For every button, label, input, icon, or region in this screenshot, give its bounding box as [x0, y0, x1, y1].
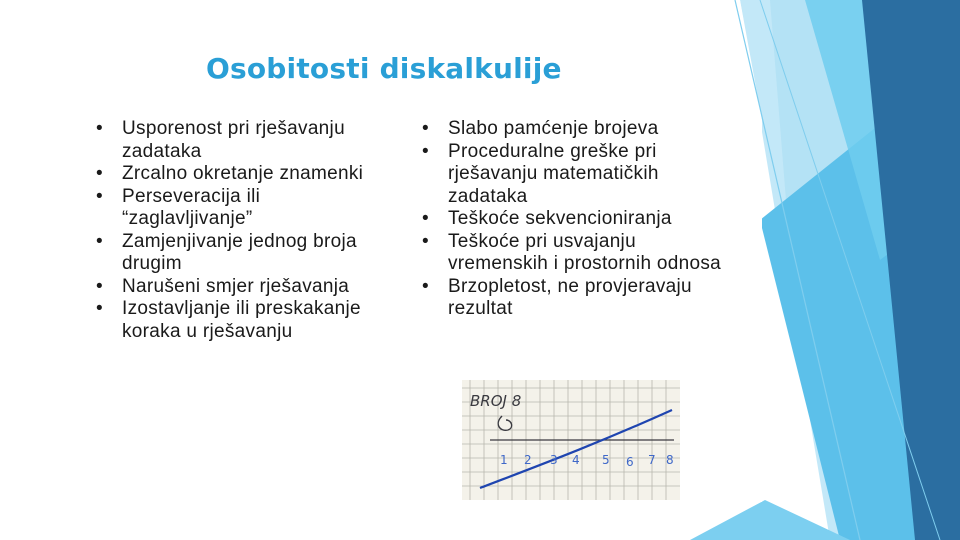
list-item: • Zrcalno okretanje znamenki [92, 163, 392, 186]
handwritten-label: BROJ 8 [470, 392, 522, 410]
number-label: 1 [500, 453, 508, 467]
right-bullet-list [418, 118, 728, 321]
slide-title: Osobitosti diskalkulije [206, 52, 562, 85]
list-item: • Zamjenjivanje jednog broja drugim [92, 231, 392, 276]
list-item: • Proceduralne greške pri rješavanju matematičkih zadataka [418, 141, 728, 209]
number-label: 4 [572, 453, 580, 467]
list-item: • Perseveracija ili “zaglavljivanje” [92, 186, 392, 231]
list-item: • Usporenost pri rješavanju zadataka [92, 118, 392, 163]
number-label: 8 [666, 453, 674, 467]
left-bullet-list [92, 118, 392, 343]
list-item: • Brzopletost, ne provjeravaju rezultat [418, 276, 728, 321]
list-item: • Izostavljanje ili preskakanje koraka u rješavanju [92, 298, 392, 343]
number-label: 2 [524, 453, 532, 467]
number-label: 7 [648, 453, 656, 467]
pen-stroke [480, 410, 672, 488]
list-item: • Narušeni smjer rješavanja [92, 276, 392, 299]
list-item: • Teškoće sekvencioniranja [418, 208, 728, 231]
handwritten-loop [498, 416, 511, 430]
list-item: • Teškoće pri usvajanju vremenskih i prostornih odnosa [418, 231, 728, 276]
number-label: 5 [602, 453, 610, 467]
list-item: • Slabo pamćenje brojeva [418, 118, 728, 141]
number-label: 6 [626, 455, 634, 469]
handwriting-photo [462, 380, 680, 500]
number-label: 3 [550, 453, 558, 467]
